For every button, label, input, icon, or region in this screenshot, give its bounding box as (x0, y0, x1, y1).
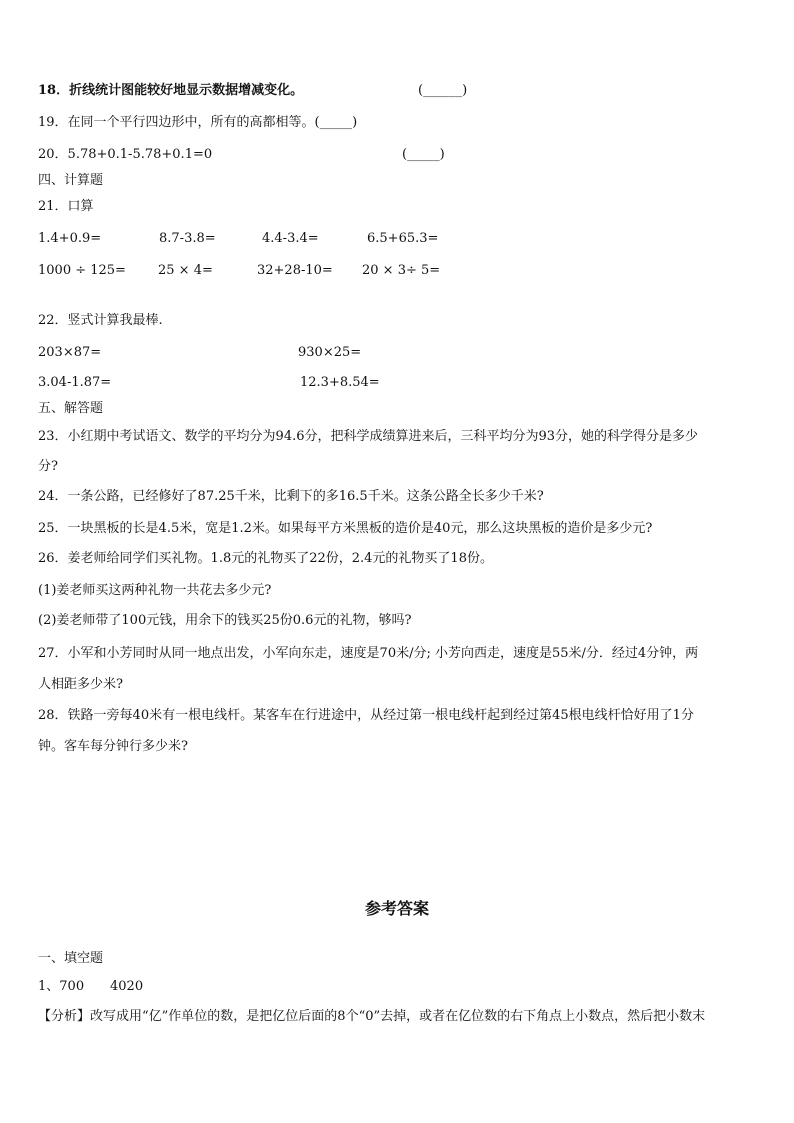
question-18 (38, 82, 303, 100)
oral-calc-1-3: 4.4-3.4= (262, 231, 319, 246)
question-27-line-1: 27．小军和小芳同时从同一地点出发，小军向东走，速度是70米/分; 小芳向西走，速度是55米/分．经过4分钟，两 (38, 646, 699, 661)
written-calc-2-1: 3.04-1.87= (38, 375, 112, 390)
question-20-blank: (_____) (402, 147, 445, 162)
section-heading-calculation: 四、计算题 (38, 173, 104, 188)
question-23-line-1: 23．小红期中考试语文、数学的平均分为94.6分，把科学成绩算进来后，三科平均分为93分，她的科学得分是多少 (38, 429, 699, 444)
question-22-title: 22．竖式计算我最棒. (38, 313, 163, 328)
section-heading-problems: 五、解答题 (38, 401, 104, 416)
question-19: 19．在同一个平行四边形中，所有的高都相等。(_____) (38, 115, 358, 130)
answer-1-analysis: 【分析】改写成用“亿”作单位的数，是把亿位后面的8个“0”去掉，或者在亿位数的右下角点上小数点，然后把小数末 (38, 1009, 706, 1024)
question-18-text: 18．折线统计图能较好地显示数据增减变化。 (38, 83, 304, 98)
oral-calc-1-2: 8.7-3.8= (159, 231, 216, 246)
written-calc-1-2: 930×25= (298, 345, 362, 360)
answers-title: 参考答案 (364, 899, 429, 918)
answer-1-number: 1、700 (38, 979, 85, 994)
question-26: 26．姜老师给同学们买礼物。1.8元的礼物买了22份，2.4元的礼物买了18份。 (38, 551, 493, 566)
written-calc-1-1: 203×87= (38, 345, 102, 360)
question-26-sub-1: (1)姜老师买这两种礼物一共花去多少元? (38, 583, 272, 598)
question-25: 25．一块黑板的长是4.5米，宽是1.2米。如果每平方米黑板的造价是40元，那么这块黑板的造价是多少元? (38, 521, 653, 536)
oral-calc-2-4: 20 × 3÷ 5= (362, 263, 441, 278)
answer-1-value: 4020 (110, 979, 144, 994)
question-27-line-2: 人相距多少米? (38, 677, 123, 692)
question-21-title: 21．口算 (38, 199, 94, 214)
oral-calc-1-1: 1.4+0.9= (38, 231, 102, 246)
oral-calc-2-3: 32+28-10= (257, 263, 333, 278)
answers-section-heading: 一、填空题 (38, 951, 104, 966)
oral-calc-2-2: 25 × 4= (158, 263, 213, 278)
question-24: 24．一条公路，已经修好了87.25千米，比剩下的多16.5千米。这条公路全长多少千米? (38, 489, 544, 504)
question-28-line-1: 28．铁路一旁每40米有一根电线杆。某客车在行进途中，从经过第一根电线杆起到经过第45根电线杆恰好用了1分 (38, 708, 694, 723)
question-20: 20．5.78+0.1-5.78+0.1=0 (38, 147, 213, 162)
question-28-line-2: 钟。客车每分钟行多少米? (38, 739, 188, 754)
question-26-sub-2: (2)姜老师带了100元钱，用余下的钱买25份0.6元的礼物，够吗? (38, 613, 412, 628)
oral-calc-1-4: 6.5+65.3= (367, 231, 439, 246)
question-23-line-2: 分? (38, 459, 58, 474)
oral-calc-2-1: 1000 ÷ 125= (38, 263, 126, 278)
written-calc-2-2: 12.3+8.54= (300, 375, 380, 390)
question-18-blank: (______) (418, 83, 468, 98)
